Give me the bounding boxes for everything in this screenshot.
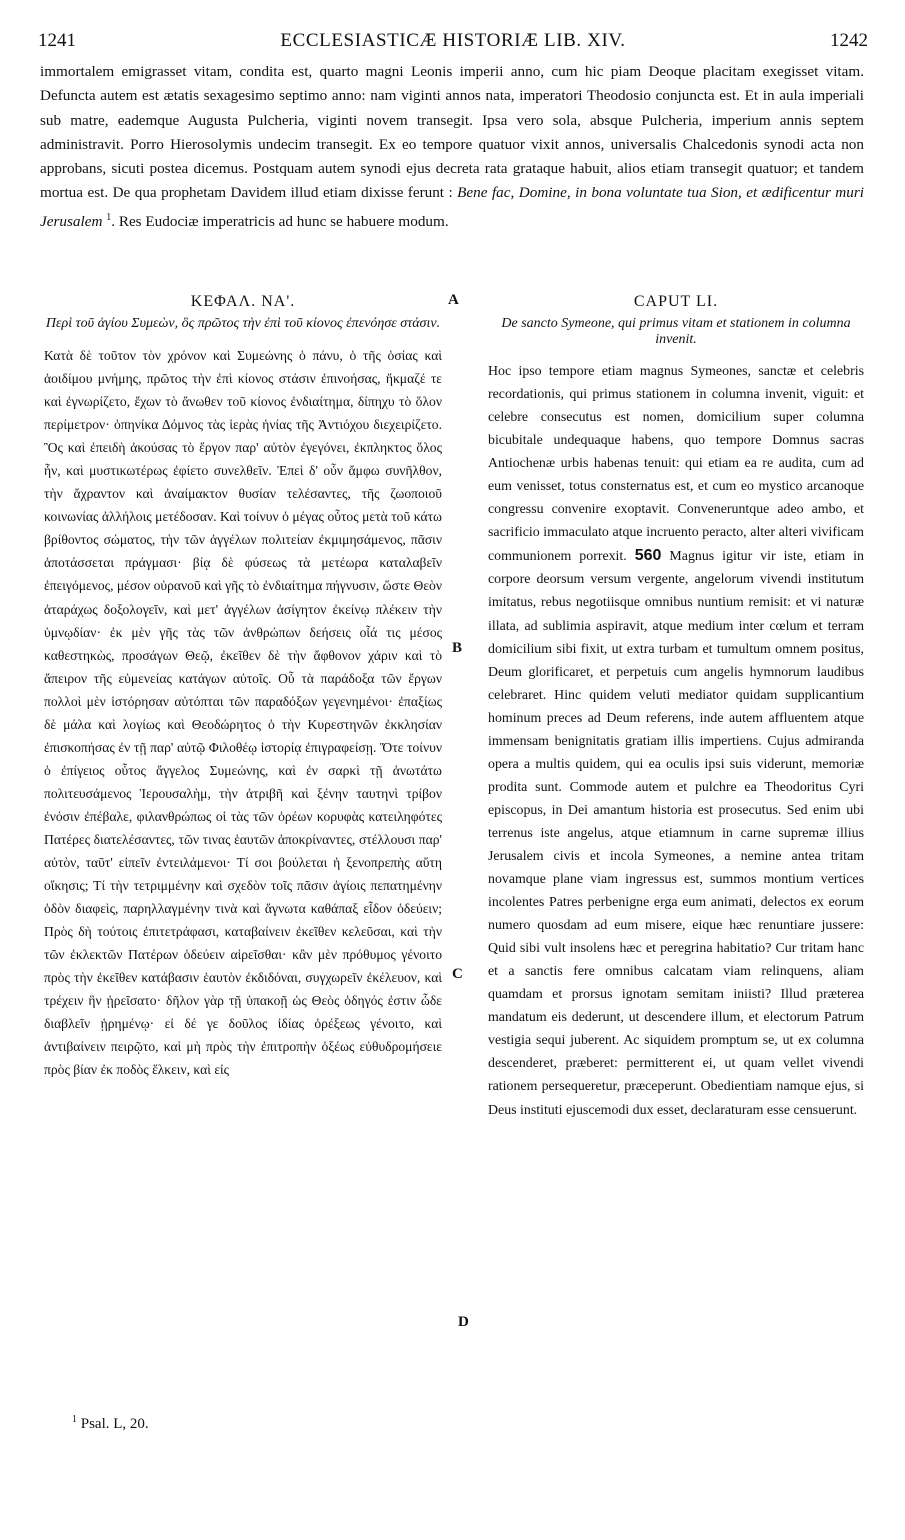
intro-text: immortalem emigrasset vitam, condita est, quarto magni Leonis imperii anno, cum hic piam Deoque placitam exegisset vitam. Defuncta autem est ætatis sexagesimo septimo anno: nam viginti annos nata, imperatori Theodosio conjuncta est. Et in aula imperiali sub matre, eademque Augusta Pulcheria, viginti novem transegit. Ipsa vero sola, absque Pulcheria, imperium annis septem administravit. Porro Hierosolymis undecim transegit. Ex eo tempore quatuor vixit annos, universalis Chalcedonis synodi acta non approbans, sicuti postea dicemus. Postquam autem synodi ejus decreta rata grataque habuit, alios etiam transegit quatuor; et tandem mortua est. De qua prophetam Davidem illud etiam dixisse ferunt :	[40, 63, 864, 202]
margin-letter-d: D	[458, 1314, 469, 1330]
intro-paragraph	[40, 60, 864, 234]
original-page-number: 560	[634, 547, 662, 565]
margin-letter-b: B	[452, 640, 463, 656]
page-number-left: 1241	[38, 30, 76, 51]
greek-body-text: Κατὰ δὲ τοῦτον τὸν χρόνον καὶ Συμεώνης ὁ πάνυ, ὁ τῆς ὁσίας καὶ ἀοιδίμου μνήμης, πρῶτος τὴν ἐπὶ κίονος στάσιν ἐπινοήσας, ἤκμαζέ τε καὶ ἐγνωρίζετο, ἔχων τὸ ἄνωθεν τοῦ κίονος ἐνδιαίτημα, δίπηχυ τὸ ὅλον περίμετρον· ὁπηνίκα Δόμνος τὰς ἱερὰς ἡνίας τῆς Ἀντιόχου διεχειρίζετο. Ὃς καὶ ἐπειδὴ ἀκούσας τὸ ἔργον παρ' αὐτὸν ἐγεγόνει, ἐκπληκτος ὅλος ἦν, καὶ μυστικωτέρως ἐφίετο συνελθεῖν. Ἐπεὶ δ' οὖν ἄμφω συνῆλθον, τὴν ἄχραντον καὶ ἀναίμακτον θυσίαν τελέσαντες, τῆς ζωοποιοῦ κοινωνίας ἀλλήλοις μετέδοσαν. Καὶ τοίνυν ὁ μέγας οὗτος μετὰ τοῦ κάτω βρίθοντος σώματος, τὴν τῶν ἀγγέλων πολιτείαν ἐκμιμησάμενος, πᾶσιν ἀποτάσσεται πράγμασι· βίᾳ δὲ φύσεως τὰ μετέωρα καταλαβεῖν ἐπειγόμενος, μέσον οὐρανοῦ καὶ γῆς τὸ ἐνδιαίτημα πήγνυσιν, ὥστε Θεὸν ἀταράχως δοξολογεῖν, καὶ μετ' ἀγγέλων ἀσίγητον ἐκείνῳ πλέκειν τὴν ὑμνῳδίαν· ἐκ μὲν γῆς τὰς τῶν ἀνθρώπων δεήσεις οἷά τις μέσος καθεστηκὼς, προσάγων Θεῷ, ἐκεῖθεν δὲ τὴν ἄφθονον χάριν καὶ τὸ ἄπειρον τῆς εὐμενείας κατάγων αὐτοῖς. Οὗ τὰ παράδοξα τῶν ἔργων πολλοὶ μὲν ἱστόρησαν αὐτόπται τῶν παραδόξων γεγενημένοι· ἐπαξίως δὲ μάλα καὶ λογίως καὶ Θεοδώρητος ὁ τὴν Κυρεστηνῶν ἐκκλησίαν ἐπισκοπήσας ἐν τῇ παρ' αὐτῷ Φιλοθέῳ ἱστορίᾳ ἐπιγραφείσῃ. Ὅτε τοίνυν ὁ ἐπίγειος οὗτος ἄγγελος Συμεώνης, καὶ ἐν σαρκὶ τῇ ἀνωτάτω πολιτευσάμενος Ἱερουσαλὴμ, τὴν ἀτριβῆ καὶ ξένην ταυτηνὶ τρίβον ἐνόσιν ἐπέβαλε, φιλανθρώπως οἱ τὰς τῶν ὀρέων κορυφὰς κατειληφότες Πατέρες διατελέσαντες, τῶν τινας ἑαυτῶν ἀποκρίναντες, στέλλουσι παρ' αὐτὸν, ταῦτ' εἰπεῖν ἐντειλάμενοι· Τί σοι βούλεται ἡ ξενοπρεπὴς αὕτη οἴκησις; Τί τὴν τετριμμένην καὶ σχεδὸν τοῖς πᾶσιν ἁγίοις πεπατημένην ὁδὸν διαφεὶς, παρηλλαγμένην τινὰ καὶ ἄγνωτα καθάπαξ εἶδον ὁδεύειν; Πρὸς δὴ τούτοις ἐπιτετράφασι, καταβαίνειν ἐκεῖθεν κελεῦσαι, καὶ τὴν τῶν ἐκλεκτῶν Πατέρων ὁδεύειν αἱρεῖσθαι· κἂν μὲν πρόθυμος γένοιτο πρὸς τὴν ἐκεῖθεν κατάβασιν ἑαυτὸν ἐκδιδόναι, συγχωρεῖν ἐκέλευον, καὶ τρέχειν ἣν ᾑρεῖσατο· δῆλον γὰρ τῇ ὑπακοῇ ὡς Θεὸς ὁδηγός ἐστιν ὧδε διαβλεῖν ᾑρημένῳ· εἰ δέ γε δοῦλος ἰδίας ὀρέξεως γένοιτο, καὶ ἀντιβαίνειν πειρῷτο, καὶ μὴ πρὸς τὴν ἐπιτροπὴν ὀξέως εὐθυδρομήσειε πρὸς βίαν ἐκ ποδὸς ἕλκειν, καὶ εἰς	[44, 348, 442, 1078]
margin-letter-a: A	[448, 292, 459, 308]
latin-body-part2: Magnus igitur vir iste, etiam in corpore deorsum versum vergente, angelorum vivendi institutum imitatus, rebus negotiisque omnibus nuntium remisit: et vi naturæ illata, ad sublimia aspiravit, atque medium inter cœlum et terram domicilium sibi fixit, ut extra turbam et tumultum omnem positus, Deum glorificaret, et perpetuis cum angelis hymnorum laudibus celebraret. Hinc quidem veluti mediator quidam supplicantium hominum preces ad Deum referens, inde autem affluentem atque immensam benignitatis gratiam illis impertiens. Cujus admiranda opera a multis quidem, qui ea oculis ipsi suis viderunt, memoriæ prodita sunt. Commode autem et pulchre ea Theodoritus Cyri episcopus, in Dei amantum historia est prosecutus. Sed enim ubi terrenus iste angelus, atque etiamnum in carne supremæ illius Jerusalem civis et incola Symeones, a nemine antea tritam novamque plane viam ingressus est, summos montium vertices incolentes Patres perbenigne erga eum animati, delectos ex eorum numero quosdam ad eum misere, eique hæc renuntiare jussere: Quid sibi vult insolens hæc et peregrina habitatio? Cur tritam hanc et a sanctis fere omnibus calcatam viam relinquens, aliam quamdam et prorsus ignotam semitam iniisti? Illud præterea mandatum eis dederunt, ut descendere illum, et electorum Patrum vestigia sequi juberent. Ac siquidem promptum se, ut ex columna descenderet, præberet: permitterent ei, ut quam vellet vivendi rationem persequeretur, præceperunt. Obedientiam namque ejus, si Deus instituti ejuscemodi dux esset, declaraturam esse censuerunt.	[488, 549, 864, 1118]
latin-body-part1: Hoc ipso tempore etiam magnus Symeones, sanctæ et celebris recordationis, qui primus stationem in columna invenit, viguit: et celebre consecutus est nomen, domicilium super columna bicubitale undequaque habens, quo tempore Domnus sacras Antiochenæ urbis habenas tenuit: qui etiam ea re audita, cum ad eum venisset, totus consternatus est, et cum eo mystico arcanoque congressu convenire exoptavit. Conveneruntque adeo ambo, et sacrificio immaculato atque incruento peracto, alter alteri vivificam communionem porrexit.	[488, 364, 864, 565]
footnote-number: 1	[72, 1414, 77, 1425]
greek-chapter-subtitle: Περὶ τοῦ ἁγίου Συμεὼν, ὃς πρῶτος τὴν ἐπὶ τοῦ κίονος ἐπενόησε στάσιν.	[45, 316, 441, 331]
footnote	[72, 1414, 149, 1433]
margin-letter-c: C	[452, 966, 463, 982]
intro-text-end: . Res Eudociæ imperatricis ad hunc se habuere modum.	[111, 212, 449, 230]
page-header	[38, 30, 868, 56]
latin-chapter-heading: CAPUT LI.	[633, 293, 719, 310]
greek-column	[44, 290, 442, 1082]
running-title: ECCLESIASTICÆ HISTORIÆ LIB. XIV.	[280, 30, 626, 51]
latin-body-text	[488, 360, 864, 1122]
scripture-quote: Bene fac, Domine, in bona voluntate tua Sion, et ædificentur muri Jerusalem	[40, 184, 864, 230]
footnote-text: Psal. L, 20.	[80, 1416, 149, 1432]
footnote-ref: 1	[106, 211, 112, 223]
greek-chapter-heading: ΚΕΦΑΛ. ΝΑ'.	[190, 293, 296, 310]
latin-column	[488, 290, 864, 1122]
latin-chapter-subtitle: De sancto Symeone, qui primus vitam et stationem in columna invenit.	[501, 316, 851, 347]
page-number-right: 1242	[830, 30, 868, 51]
